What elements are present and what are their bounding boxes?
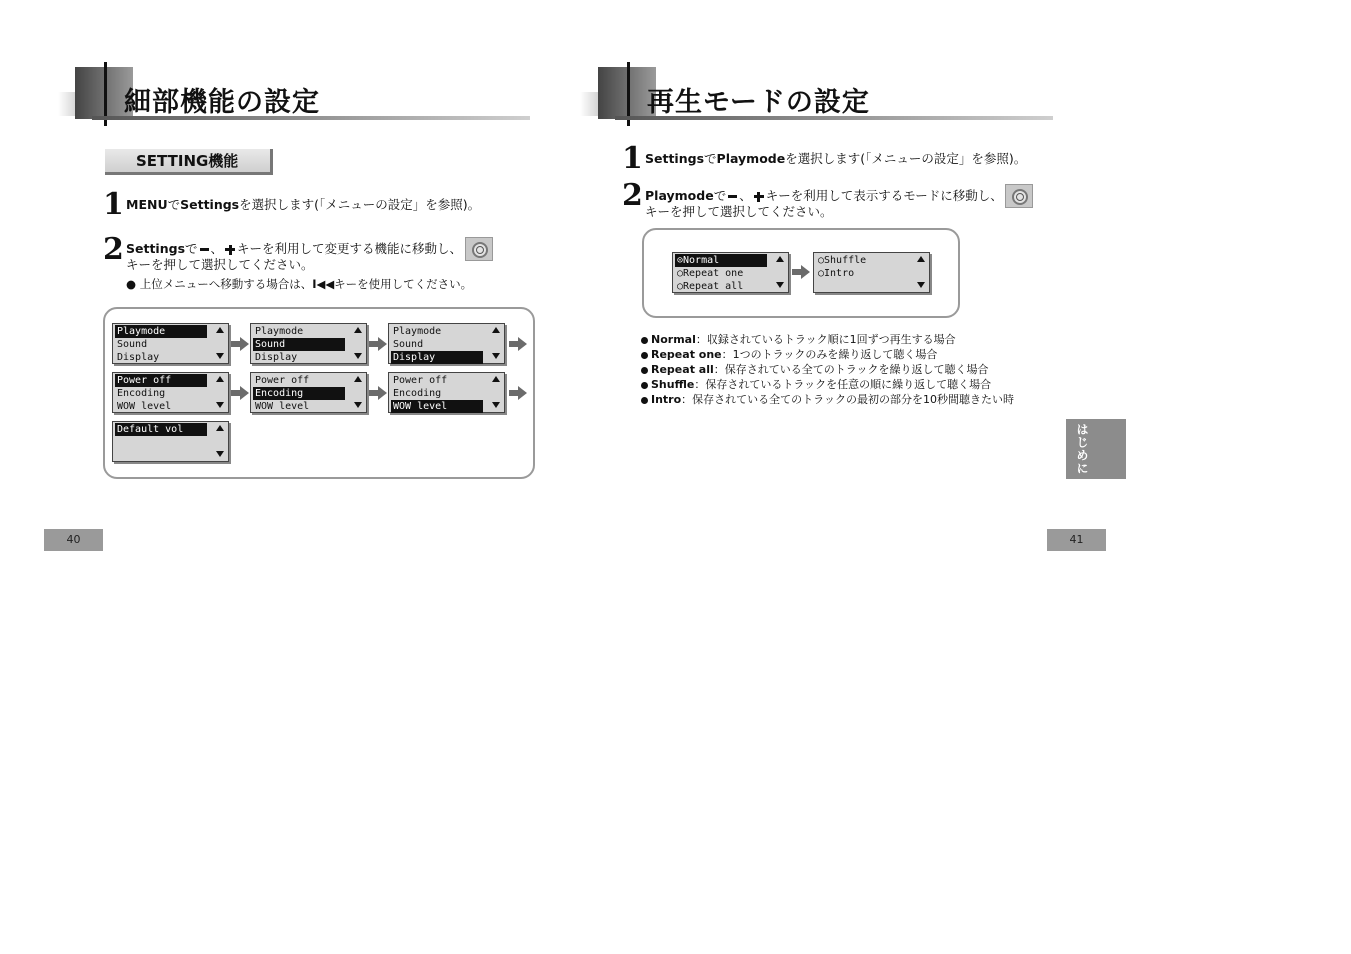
lcd-selected-row: Sound: [253, 338, 345, 351]
right-arrow-icon: [509, 337, 527, 351]
minus-key-icon: [728, 195, 737, 198]
lcd-screen: [112, 372, 229, 413]
lcd-row: ○Repeat one: [677, 268, 744, 279]
scroll-up-icon: [216, 425, 224, 431]
step2-text-line2: キーを押して選択してください。: [126, 257, 314, 272]
lcd-screen: [388, 372, 505, 413]
lcd-screen: [250, 372, 367, 413]
scroll-down-icon: [354, 353, 362, 359]
text-fragment: 、: [210, 241, 224, 256]
playmode-term: Playmode: [645, 188, 714, 203]
scroll-down-icon: [216, 451, 224, 457]
text-fragment: 、: [739, 188, 752, 203]
lcd-selected-row: Power off: [115, 374, 207, 387]
page-number: 40: [44, 529, 103, 551]
text-fragment: で: [167, 197, 181, 212]
mode-description: ：保存されているトラックを任意の順に繰り返して聴く場合: [694, 378, 992, 391]
lcd-screen: [112, 323, 229, 364]
right-arrow-icon: [231, 337, 249, 351]
lcd-row: WOW level: [255, 401, 310, 412]
lcd-row: Encoding: [117, 388, 166, 399]
page-title: 細部機能の設定: [124, 87, 320, 118]
lcd-row: Playmode: [393, 326, 442, 337]
step-number: 2: [103, 232, 124, 267]
mode-term: Repeat one: [651, 348, 722, 361]
bullet-icon: [641, 382, 648, 389]
page-title: 再生モードの設定: [647, 87, 870, 118]
mode-term: Intro: [651, 393, 682, 406]
scroll-up-icon: [354, 376, 362, 382]
bullet-icon: [641, 397, 648, 404]
lcd-row: [115, 449, 207, 462]
scroll-down-icon: [917, 282, 925, 288]
lcd-row: [115, 436, 207, 449]
bullet-icon: [641, 367, 648, 374]
mode-description-item: [641, 393, 1014, 407]
bullet-icon: [641, 337, 648, 344]
mode-description: ：1つのトラックのみを繰り返して聴く場合: [721, 348, 938, 361]
text-fragment: で: [713, 188, 727, 203]
right-arrow-icon: [369, 386, 387, 400]
step2-text: [126, 241, 462, 257]
lcd-selected-row: WOW level: [391, 400, 483, 413]
playmode-term: Playmode: [716, 151, 786, 166]
scroll-up-icon: [776, 256, 784, 262]
select-knob-icon: [1005, 184, 1033, 208]
settings-term: Settings: [126, 241, 186, 256]
scroll-up-icon: [492, 376, 500, 382]
lcd-row: ○Shuffle: [818, 255, 867, 266]
mode-term: Repeat all: [651, 363, 714, 376]
step-number: 2: [622, 178, 643, 213]
lcd-row: Display: [255, 352, 298, 363]
mode-description-item: [641, 348, 937, 362]
text-fragment: で: [185, 241, 198, 256]
lcd-row: WOW level: [117, 401, 172, 412]
text-fragment: を選択します(「メニューの設定」を参照)。: [785, 151, 1027, 166]
step-number: 1: [622, 141, 643, 176]
right-arrow-icon: [509, 386, 527, 400]
text-fragment: キーを利用して変更する機能に移動し、: [237, 241, 463, 256]
text-fragment: ● 上位メニューへ移動する場合は、: [126, 277, 313, 291]
scroll-down-icon: [216, 353, 224, 359]
lcd-row: Power off: [255, 375, 310, 386]
right-arrow-icon: [369, 337, 387, 351]
step1-text: [645, 151, 1026, 167]
mode-term: Normal: [651, 333, 696, 346]
select-knob-icon: [465, 237, 493, 261]
lcd-row: Playmode: [255, 326, 304, 337]
scroll-up-icon: [917, 256, 925, 262]
step2-text: [645, 188, 1003, 204]
mode-description-item: [641, 333, 956, 347]
side-tab: [1066, 419, 1126, 479]
lcd-screen: [388, 323, 505, 364]
scroll-down-icon: [776, 282, 784, 288]
lcd-row: Sound: [393, 339, 424, 350]
text-fragment: を選択します(「メニューの設定」を参照)。: [239, 197, 481, 212]
scroll-up-icon: [216, 327, 224, 333]
lcd-screen: [813, 252, 930, 293]
scroll-down-icon: [492, 353, 500, 359]
section-tag: SETTING機能: [105, 149, 273, 175]
lcd-selected-row: Encoding: [253, 387, 345, 400]
step2-text-line2: キーを押して選択してください。: [645, 204, 833, 219]
lcd-screen: [250, 323, 367, 364]
mode-description: ：保存されている全てのトラックの最初の部分を10秒間聴きたい時: [681, 393, 1014, 406]
lcd-row: Display: [117, 352, 160, 363]
mode-description: ：保存されている全てのトラックを繰り返して聴く場合: [713, 363, 989, 376]
mode-description-item: [641, 378, 991, 392]
step-number: 1: [103, 187, 124, 222]
mode-description: ：収録されているトラック順に1回ずつ再生する場合: [695, 333, 956, 346]
scroll-down-icon: [354, 402, 362, 408]
lcd-row: ○Intro: [818, 268, 855, 279]
settings-term: Settings: [180, 197, 240, 212]
scroll-up-icon: [216, 376, 224, 382]
menu-term: MENU: [126, 197, 168, 212]
step1-text: [126, 197, 480, 213]
right-arrow-icon: [792, 265, 810, 279]
scroll-up-icon: [354, 327, 362, 333]
lcd-row: Power off: [393, 375, 448, 386]
scroll-down-icon: [216, 402, 224, 408]
lcd-screen: [672, 252, 789, 293]
lcd-screen: [112, 421, 229, 462]
lcd-row: ○Repeat all: [677, 281, 744, 292]
text-fragment: キーを利用して表示するモードに移動し、: [765, 188, 1003, 203]
minus-key-icon: [200, 248, 209, 251]
text-fragment: キーを使用してください。: [334, 277, 473, 291]
lcd-selected-row: Default vol: [115, 423, 207, 436]
side-tab-label: はじめに: [1075, 423, 1089, 475]
page-number: 41: [1047, 529, 1106, 551]
mode-description-item: [641, 363, 989, 377]
right-arrow-icon: [231, 386, 249, 400]
scroll-down-icon: [492, 402, 500, 408]
lcd-row: Sound: [117, 339, 148, 350]
text-fragment: で: [704, 151, 717, 166]
lcd-selected-row: Display: [391, 351, 483, 364]
scroll-up-icon: [492, 327, 500, 333]
lcd-selected-row: ⊙Normal: [675, 254, 767, 267]
note-text: [126, 277, 472, 292]
plus-key-icon: [754, 192, 764, 202]
lcd-row: Encoding: [393, 388, 442, 399]
settings-term: Settings: [645, 151, 705, 166]
plus-key-icon: [225, 245, 235, 255]
bullet-icon: [641, 352, 648, 359]
mode-term: Shuffle: [651, 378, 695, 391]
lcd-selected-row: Playmode: [115, 325, 207, 338]
lcd-row: [816, 280, 908, 293]
prev-key-icon: I◀◀: [312, 277, 335, 291]
